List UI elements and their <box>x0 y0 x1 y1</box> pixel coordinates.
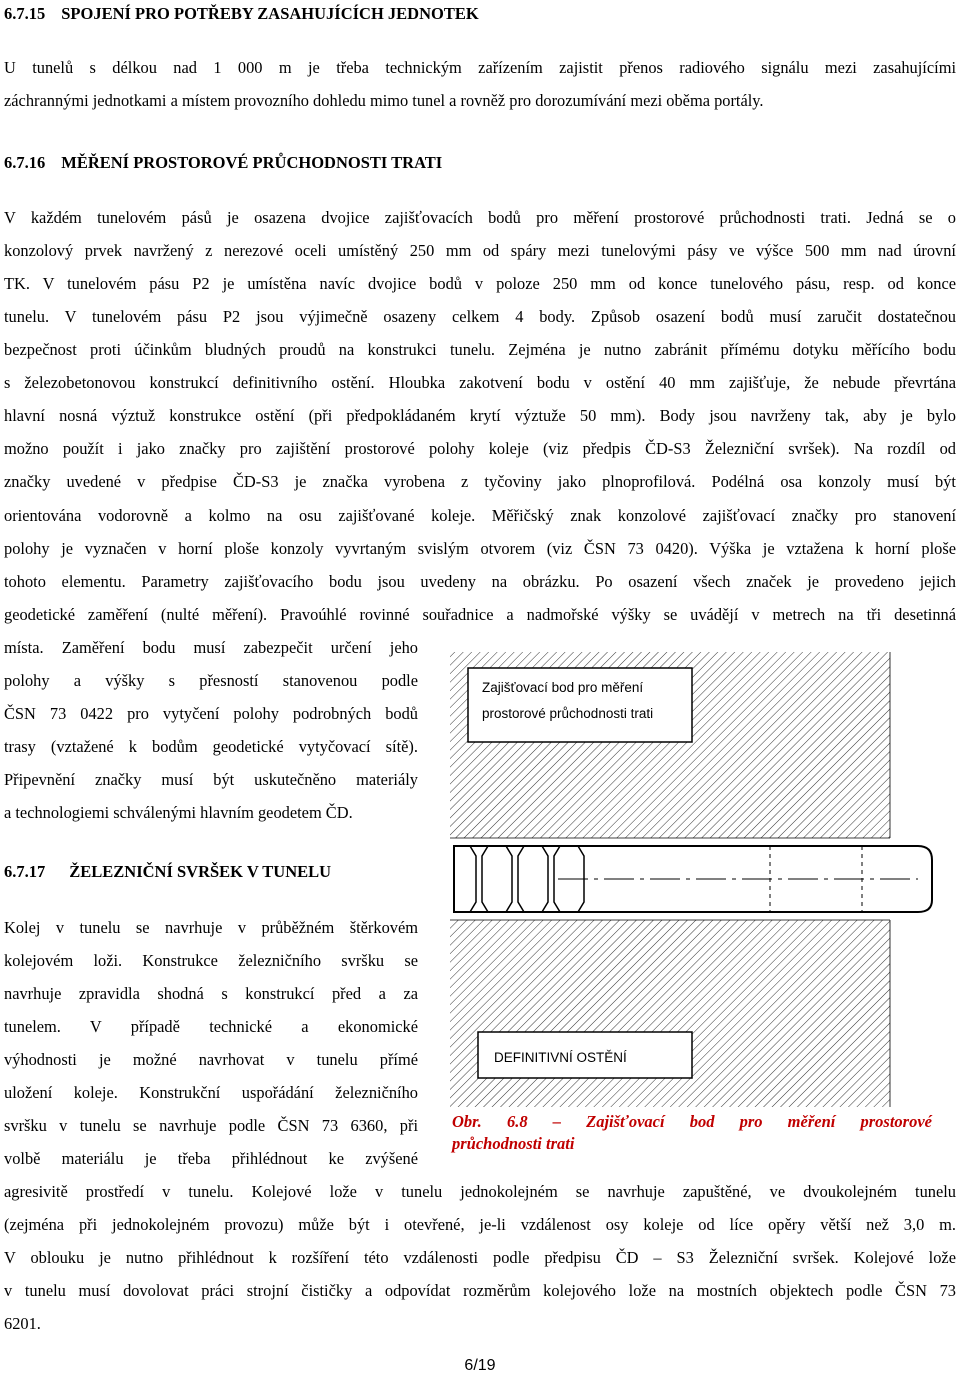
paragraph-line: polohy je vyznačen v horní ploše konzoly vyvrtaným svislým otvorem (viz ČSN 73 0420). Výška je vztažena k horní ploše <box>4 539 956 558</box>
paragraph-line: trasy (vztažené k bodům geodetické vytyčovací sítě). <box>4 737 418 756</box>
paragraph-line: polohy a výšky s přesností stanovenou podle <box>4 671 418 690</box>
paragraph-line: tunelu. V tunelovém pásu P2 jsou výjimečně osazeny celkem 4 body. Způsob osazení bodů musí zaručit dostatečnou <box>4 307 956 326</box>
paragraph-line: značky uvedené v předpise ČD-S3 je značka vyrobena z tyčoviny jako plnoprofilová. Podélná osa konzoly musí být <box>4 472 956 491</box>
paragraph-line: geodetické zaměření (nulté měření). Pravoúhlé rovinné souřadnice a nadmořské výšky se uvádějí v metrech na tři desetinná <box>4 605 956 624</box>
paragraph-line: TK. V tunelovém pásu P2 je umístěna navíc dvojice bodů v poloze 250 mm od konce tunelového pásu, resp. od konce <box>4 274 956 293</box>
paragraph-line: s železobetonovou konstrukcí definitivního ostění. Hloubka zakotvení bodu v ostění 40 mm zajišťuje, že nebude převrtána <box>4 373 956 392</box>
figure-label-top-1: Zajišťovací bod pro měření <box>482 680 644 695</box>
paragraph-line: výhodnosti je možné navrhovat v tunelu přímé <box>4 1050 418 1069</box>
paragraph-line: agresivitě prostředí v tunelu. Kolejové lože v tunelu jednokolejném se navrhuje zapuštěné, ve dvoukolejném tunelu <box>4 1182 956 1201</box>
paragraph-line: tohoto elementu. Parametry zajišťovacího bodu jsou uvedeny na obrázku. Po osazení všech značek je provedeno jejich <box>4 572 956 591</box>
caption-line-1: Obr. 6.8 – Zajišťovací bod pro měření prostorové <box>452 1112 932 1131</box>
paragraph-line: V oblouku je nutno přihlédnout k rozšíření této vzdálenosti podle předpisu ČD – S3 Železniční svršek. Kolejové lože <box>4 1248 956 1267</box>
figure-label-bottom: DEFINITIVNÍ OSTĚNÍ <box>494 1050 627 1065</box>
caption-line-2: průchodnosti trati <box>452 1134 575 1153</box>
paragraph-line: kolejovém loži. Konstrukce železničního svršku se <box>4 951 418 970</box>
paragraph-line: U tunelů s délkou nad 1 000 m je třeba technickým zařízením zajistit přenos radiového signálu mezi zasahujícími <box>4 58 956 77</box>
paragraph-line: a technologiemi schválenými hlavním geodetem ČD. <box>4 803 353 822</box>
section-number: 6.7.17 <box>4 862 46 881</box>
paragraph-line: V každém tunelovém pásů je osazena dvojice zajišťovacích bodů pro měření prostorové průchodnosti trati. Jedná se o <box>4 208 956 227</box>
paragraph-line: svršku v tunelu se navrhuje podle ČSN 73 6360, při <box>4 1116 418 1135</box>
section-number: 6.7.15 <box>4 4 46 23</box>
page-number: 6/19 <box>464 1357 496 1374</box>
paragraph-line: záchrannými jednotkami a místem provozního dohledu mimo tunel a rovněž pro dorozumívání mezi oběma portály. <box>4 91 764 110</box>
paragraph-line: možno použít i jako značky pro zajištění prostorové polohy koleje (viz předpis ČD-S3 Železniční svršek). Na rozdíl od <box>4 439 956 458</box>
survey-point-figure <box>448 650 948 1115</box>
section-heading-6-7-16 <box>4 153 442 173</box>
paragraph-line: Kolej v tunelu se navrhuje v průběžném štěrkovém <box>4 918 418 937</box>
figure-label-top-2: prostorové průchodnosti trati <box>482 706 654 721</box>
paragraph-line: bezpečnost proti účinkům bludných proudů na konstrukci tunelu. Zejména je nutno zabránit přímému dotyku měřícího bodu <box>4 340 956 359</box>
paragraph-line: konzolový prvek navržený z nerezové oceli umístěný 250 mm od spáry mezi tunelovými pásy ve výšce 500 mm nad úrovní <box>4 241 956 260</box>
section-heading-6-7-15 <box>4 4 479 24</box>
section-title: SPOJENÍ PRO POTŘEBY ZASAHUJÍCÍCH JEDNOTEK <box>61 4 479 23</box>
paragraph-line: ČSN 73 0422 pro vytyčení polohy podrobných bodů <box>4 704 418 723</box>
section-title: MĚŘENÍ PROSTOROVÉ PRŮCHODNOSTI TRATI <box>61 153 443 172</box>
paragraph-line: v tunelu musí dovolovat práci strojní čističky a odpovídat rozměrům kolejového lože na mostních objektech podle ČSN 73 <box>4 1281 956 1300</box>
paragraph-line: orientována vodorovně a kolmo na osu zajišťované koleje. Měřičský znak konzolové zajišťovací značky pro stanovení <box>4 506 956 525</box>
paragraph-line: volbě materiálu je třeba přihlédnout ke zvýšené <box>4 1149 418 1168</box>
paragraph-line: uložení koleje. Konstrukční uspořádání železničního <box>4 1083 418 1102</box>
figure-caption <box>452 1111 932 1155</box>
paragraph-line: 6201. <box>4 1314 41 1333</box>
paragraph-line: (zejména při jednokolejném provozu) může být i otevřené, je-li vzdálenost osy koleje od líce opěry větší než 3,0 m. <box>4 1215 956 1234</box>
paragraph-line: hlavní nosná výztuž konstrukce ostění (při předpokládaném krytí výztuže 50 mm). Body jsou navrženy tak, aby je bylo <box>4 406 956 425</box>
paragraph-line: místa. Zaměření bodu musí zabezpečit určení jeho <box>4 638 418 657</box>
section-heading-6-7-17 <box>4 862 331 882</box>
paragraph-line: navrhuje zpravidla shodná s konstrukcí před a za <box>4 984 418 1003</box>
paragraph-line: tunelem. V případě technické a ekonomické <box>4 1017 418 1036</box>
section-number: 6.7.16 <box>4 153 46 172</box>
paragraph-line: Připevnění značky musí být uskutečněno materiály <box>4 770 418 789</box>
section-title: ŽELEZNIČNÍ SVRŠEK V TUNELU <box>69 862 332 881</box>
